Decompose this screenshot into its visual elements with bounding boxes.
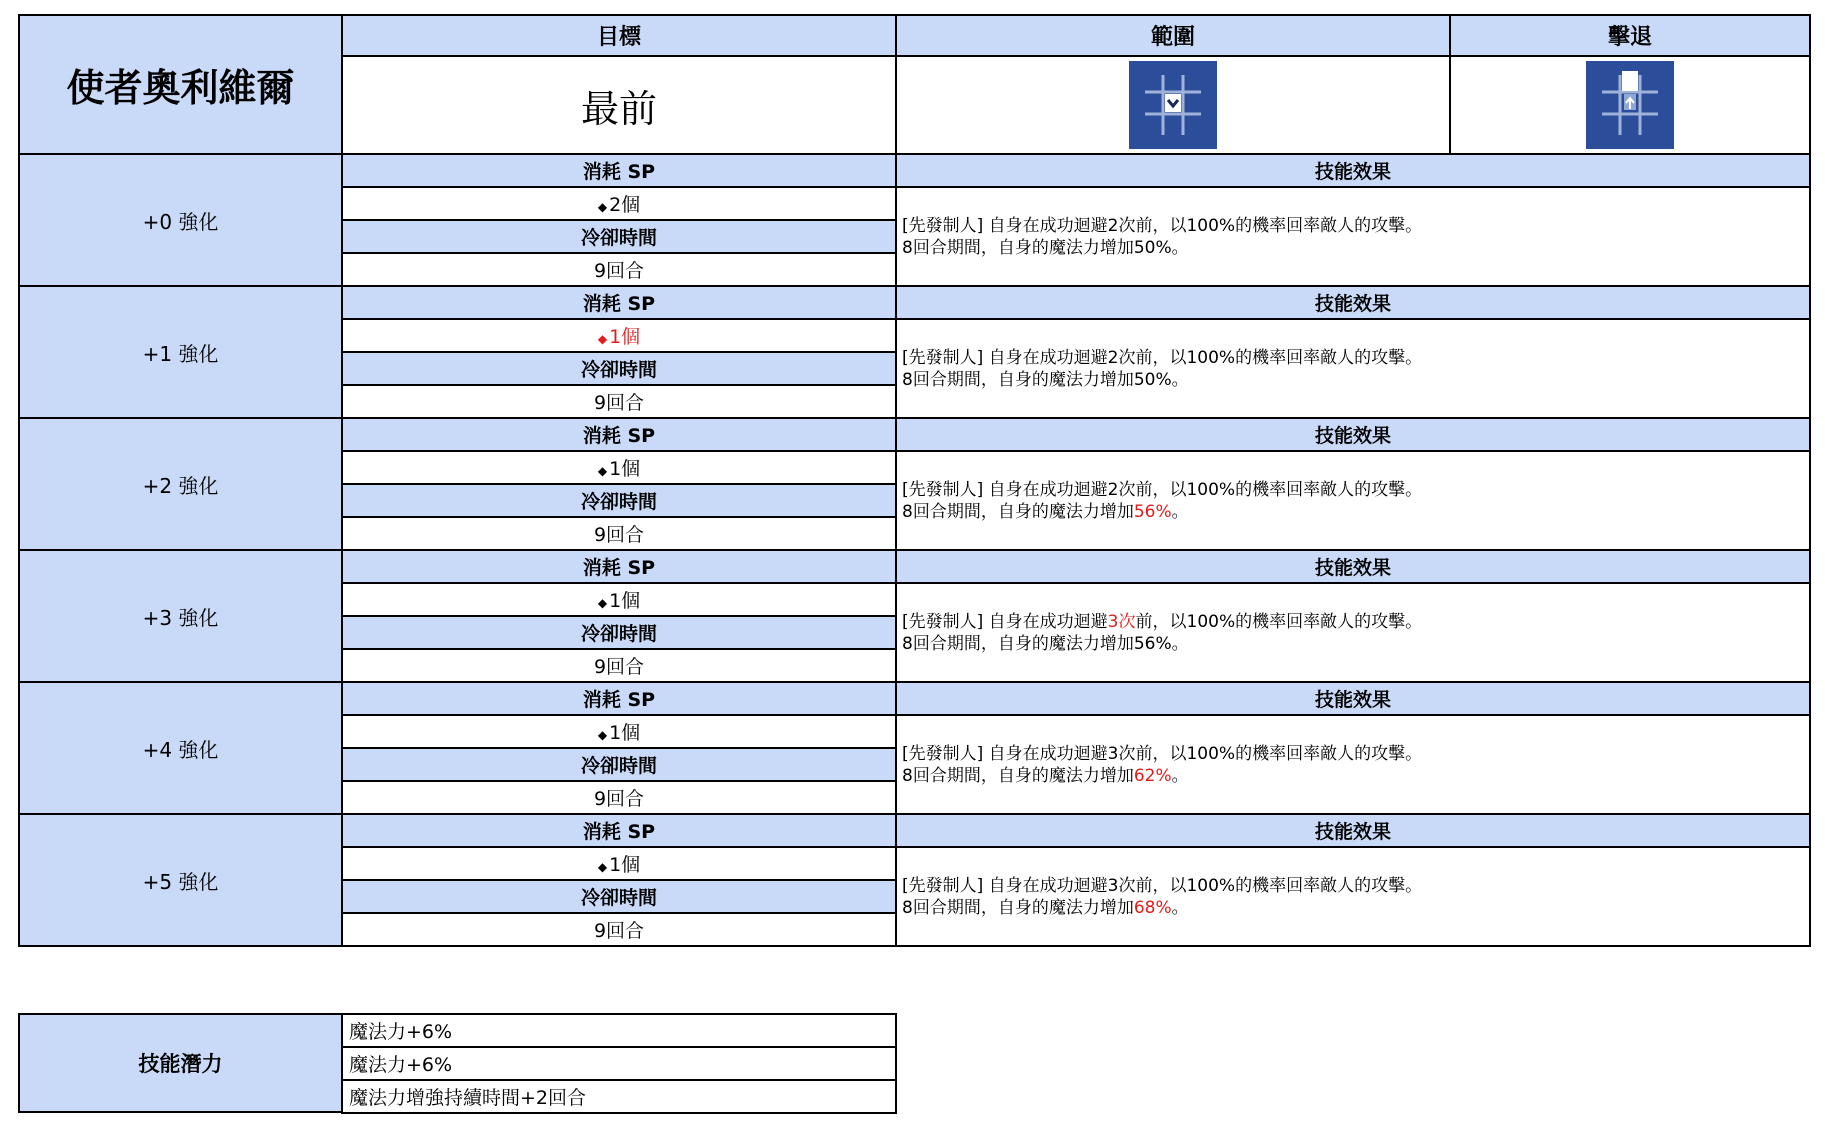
level-label-cell	[18, 417, 343, 551]
sp-amount: 1個	[609, 458, 641, 480]
effect-header-cell	[895, 549, 1811, 584]
effect-line-1	[902, 347, 1422, 369]
level-label: +1 強化	[142, 341, 219, 366]
cooldown-header-cell	[341, 879, 897, 914]
effect-line-1	[902, 875, 1422, 897]
sp-value-cell	[341, 714, 897, 749]
effect-segment: [先發制人] 自身在成功迴避2次前，以100%的機率回率敵人的攻擊。	[902, 347, 1423, 368]
range-label: 範圍	[1150, 25, 1195, 50]
effect-segment: 8回合期間，自身的魔法力增加	[902, 501, 1134, 522]
sp-value-cell	[341, 846, 897, 881]
cooldown-header: 冷卻時間	[580, 623, 657, 645]
effect-header-cell	[895, 681, 1811, 716]
sp-value-cell	[341, 186, 897, 221]
level-label-cell	[18, 813, 343, 947]
effect-segment: 8回合期間，自身的魔法力增加	[902, 765, 1134, 786]
effect-text-cell	[895, 318, 1811, 419]
potential-item-cell	[341, 1013, 897, 1048]
cooldown-value: 9回合	[593, 524, 645, 546]
sp-amount: 1個	[609, 590, 641, 612]
effect-text	[902, 215, 1422, 259]
effect-header: 技能效果	[1314, 821, 1391, 843]
sp-diamond-icon: ◆	[597, 332, 608, 346]
cooldown-header-cell	[341, 483, 897, 518]
sp-header-cell	[341, 285, 897, 320]
target-value: 最前	[580, 86, 657, 131]
cooldown-header-cell	[341, 219, 897, 254]
sp-header-cell	[341, 681, 897, 716]
range-header	[895, 14, 1451, 57]
effect-segment: 前，以100%的機率回率敵人的攻擊。	[1135, 611, 1423, 632]
effect-text-cell	[895, 450, 1811, 551]
cooldown-value-cell	[341, 648, 897, 683]
level-label-cell	[18, 681, 343, 815]
effect-header: 技能效果	[1314, 161, 1391, 183]
sp-header-cell	[341, 417, 897, 452]
effect-segment: 8回合期間，自身的魔法力增加56%。	[902, 633, 1189, 654]
sp-header: 消耗 SP	[582, 293, 656, 315]
cooldown-header-cell	[341, 351, 897, 386]
effect-line-2	[902, 633, 1422, 655]
effect-text-cell	[895, 186, 1811, 287]
sp-value	[598, 322, 640, 349]
cooldown-value: 9回合	[593, 260, 645, 282]
effect-line-1	[902, 743, 1422, 765]
effect-header: 技能效果	[1314, 689, 1391, 711]
cooldown-header: 冷卻時間	[580, 755, 657, 777]
knockback-icon-cell	[1449, 55, 1811, 155]
sp-value-cell	[341, 582, 897, 617]
effect-line-2	[902, 765, 1422, 787]
potential-label: 技能潛力	[138, 1052, 223, 1076]
unit-name: 使者奧利維爾	[66, 66, 295, 110]
effect-header-cell	[895, 285, 1811, 320]
effect-text	[902, 347, 1422, 391]
unit-name-cell	[18, 14, 343, 155]
effect-segment: [先發制人] 自身在成功迴避2次前，以100%的機率回率敵人的攻擊。	[902, 479, 1423, 500]
sp-value	[598, 850, 640, 877]
level-label: +3 強化	[142, 605, 219, 630]
effect-header: 技能效果	[1314, 293, 1391, 315]
cooldown-header: 冷卻時間	[580, 491, 657, 513]
sp-value	[598, 586, 640, 613]
potential-item: 魔法力+6%	[349, 1054, 453, 1076]
sp-diamond-icon: ◆	[597, 596, 608, 610]
effect-text	[902, 479, 1422, 523]
effect-header-cell	[895, 153, 1811, 188]
effect-highlight: 56%	[1133, 501, 1172, 522]
effect-segment: 8回合期間，自身的魔法力增加50%。	[902, 237, 1189, 258]
effect-line-2	[902, 897, 1422, 919]
sp-value	[598, 718, 640, 745]
cooldown-value-cell	[341, 252, 897, 287]
cooldown-value-cell	[341, 780, 897, 815]
effect-line-1	[902, 611, 1422, 633]
level-label-cell	[18, 549, 343, 683]
potential-item-cell	[341, 1079, 897, 1114]
cooldown-value: 9回合	[593, 392, 645, 414]
potential-label-cell	[18, 1013, 343, 1113]
effect-line-1	[902, 215, 1422, 237]
effect-segment: [先發制人] 自身在成功迴避2次前，以100%的機率回率敵人的攻擊。	[902, 215, 1423, 236]
effect-highlight: 62%	[1133, 765, 1172, 786]
effect-highlight: 3次	[1107, 611, 1136, 632]
sp-amount: 2個	[609, 194, 641, 216]
effect-segment: 。	[1171, 765, 1189, 786]
sp-value	[598, 190, 640, 217]
effect-segment: [先發制人] 自身在成功迴避3次前，以100%的機率回率敵人的攻擊。	[902, 743, 1423, 764]
effect-header: 技能效果	[1314, 557, 1391, 579]
effect-text	[902, 875, 1422, 919]
cooldown-value-cell	[341, 912, 897, 947]
cooldown-header: 冷卻時間	[580, 227, 657, 249]
level-label-cell	[18, 153, 343, 287]
knockback-arrow-icon	[1586, 61, 1674, 149]
effect-header-cell	[895, 417, 1811, 452]
target-label: 目標	[596, 25, 641, 50]
effect-line-2	[902, 501, 1422, 523]
level-label: +4 強化	[142, 737, 219, 762]
target-value-cell	[341, 55, 897, 155]
cooldown-header-cell	[341, 747, 897, 782]
potential-item: 魔法力+6%	[349, 1021, 453, 1043]
sp-header: 消耗 SP	[582, 161, 656, 183]
range-icon-cell	[895, 55, 1451, 155]
cooldown-value: 9回合	[593, 656, 645, 678]
effect-highlight: 68%	[1133, 897, 1172, 918]
sp-header: 消耗 SP	[582, 425, 656, 447]
effect-segment: [先發制人] 自身在成功迴避3次前，以100%的機率回率敵人的攻擊。	[902, 875, 1423, 896]
level-label: +5 強化	[142, 869, 219, 894]
cooldown-value: 9回合	[593, 788, 645, 810]
knockback-label: 擊退	[1607, 25, 1652, 50]
effect-segment: 8回合期間，自身的魔法力增加	[902, 897, 1134, 918]
level-label: +2 強化	[142, 473, 219, 498]
level-label-cell	[18, 285, 343, 419]
effect-text	[902, 743, 1422, 787]
effect-text-cell	[895, 714, 1811, 815]
cooldown-header: 冷卻時間	[580, 887, 657, 909]
effect-line-1	[902, 479, 1422, 501]
cooldown-header-cell	[341, 615, 897, 650]
effect-line-2	[902, 369, 1422, 391]
sp-diamond-icon: ◆	[597, 728, 608, 742]
cooldown-value-cell	[341, 516, 897, 551]
effect-segment: 。	[1171, 501, 1189, 522]
sp-header-cell	[341, 153, 897, 188]
sp-header-cell	[341, 813, 897, 848]
knockback-header	[1449, 14, 1811, 57]
effect-line-2	[902, 237, 1422, 259]
effect-segment: 8回合期間，自身的魔法力增加50%。	[902, 369, 1189, 390]
potential-item-cell	[341, 1046, 897, 1081]
sp-header: 消耗 SP	[582, 557, 656, 579]
sp-amount: 1個	[609, 326, 641, 348]
cooldown-value: 9回合	[593, 920, 645, 942]
sp-diamond-icon: ◆	[597, 200, 608, 214]
level-label: +0 強化	[142, 209, 219, 234]
cooldown-header: 冷卻時間	[580, 359, 657, 381]
effect-header: 技能效果	[1314, 425, 1391, 447]
sp-value-cell	[341, 450, 897, 485]
range-grid-icon	[1129, 61, 1217, 149]
target-header	[341, 14, 897, 57]
effect-segment: 。	[1171, 897, 1189, 918]
sp-header: 消耗 SP	[582, 689, 656, 711]
sp-amount: 1個	[609, 722, 641, 744]
potential-item: 魔法力增強持續時間+2回合	[349, 1087, 587, 1109]
effect-text	[902, 611, 1422, 655]
effect-header-cell	[895, 813, 1811, 848]
effect-text-cell	[895, 582, 1811, 683]
effect-segment: [先發制人] 自身在成功迴避	[902, 611, 1108, 632]
sp-diamond-icon: ◆	[597, 464, 608, 478]
effect-text-cell	[895, 846, 1811, 947]
sp-diamond-icon: ◆	[597, 860, 608, 874]
sp-amount: 1個	[609, 854, 641, 876]
sp-value-cell	[341, 318, 897, 353]
cooldown-value-cell	[341, 384, 897, 419]
sp-header-cell	[341, 549, 897, 584]
sp-header: 消耗 SP	[582, 821, 656, 843]
sp-value	[598, 454, 640, 481]
